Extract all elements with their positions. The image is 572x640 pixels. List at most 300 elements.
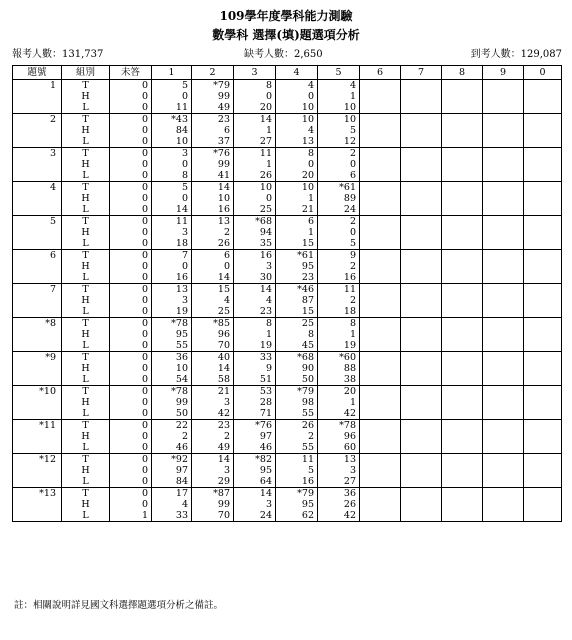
option-cell: 49 — [192, 102, 234, 114]
question-number: 3 — [13, 148, 62, 160]
option-cell: 99 — [192, 499, 234, 510]
option-cell: 11 — [234, 148, 276, 160]
empty-cell — [524, 216, 562, 228]
table-row — [13, 216, 562, 228]
option-cell: 1 — [318, 329, 360, 340]
question-number — [13, 136, 62, 148]
option-cell: 10 — [318, 102, 360, 114]
empty-cell — [401, 476, 442, 488]
option-cell: 8 — [276, 329, 318, 340]
option-cell: *87 — [192, 488, 234, 500]
group-label: L — [62, 442, 110, 454]
col-header: 7 — [401, 66, 442, 80]
table-row — [13, 238, 562, 250]
empty-cell — [360, 431, 401, 442]
question-number: *8 — [13, 318, 62, 330]
option-cell: 84 — [152, 476, 192, 488]
group-label: H — [62, 499, 110, 510]
empty-cell — [401, 420, 442, 432]
empty-cell — [483, 102, 524, 114]
empty-cell — [483, 261, 524, 272]
option-cell: *79 — [192, 80, 234, 92]
option-cell: 16 — [192, 204, 234, 216]
empty-cell — [483, 499, 524, 510]
question-number: 7 — [13, 284, 62, 296]
empty-cell — [360, 397, 401, 408]
unanswered-cell: 0 — [110, 250, 152, 262]
option-cell: 1 — [234, 125, 276, 136]
option-cell: 26 — [192, 238, 234, 250]
table-row — [13, 284, 562, 296]
question-number: 2 — [13, 114, 62, 126]
empty-cell — [360, 114, 401, 126]
option-cell: 53 — [234, 386, 276, 398]
empty-cell — [483, 125, 524, 136]
group-label: T — [62, 216, 110, 228]
empty-cell — [524, 272, 562, 284]
group-label: H — [62, 159, 110, 170]
empty-cell — [524, 488, 562, 500]
option-cell: 19 — [318, 340, 360, 352]
empty-cell — [360, 170, 401, 182]
empty-cell — [483, 386, 524, 398]
option-cell: 2 — [318, 295, 360, 306]
option-cell: *46 — [276, 284, 318, 296]
option-cell: 29 — [192, 476, 234, 488]
empty-cell — [360, 488, 401, 500]
empty-cell — [360, 499, 401, 510]
empty-cell — [524, 204, 562, 216]
empty-cell — [401, 510, 442, 522]
question-number — [13, 227, 62, 238]
group-label: L — [62, 170, 110, 182]
empty-cell — [524, 499, 562, 510]
empty-cell — [442, 363, 483, 374]
unanswered-cell: 0 — [110, 216, 152, 228]
empty-cell — [401, 442, 442, 454]
empty-cell — [401, 204, 442, 216]
option-cell: 25 — [276, 318, 318, 330]
group-label: T — [62, 182, 110, 194]
empty-cell — [360, 295, 401, 306]
empty-cell — [524, 431, 562, 442]
empty-cell — [483, 363, 524, 374]
group-label: H — [62, 465, 110, 476]
empty-cell — [524, 238, 562, 250]
col-header: 6 — [360, 66, 401, 80]
option-cell: *82 — [234, 454, 276, 466]
unanswered-cell: 0 — [110, 431, 152, 442]
empty-cell — [524, 340, 562, 352]
report-subtitle: 數學科 選擇(填)題選項分析 — [212, 28, 360, 42]
option-cell: 14 — [152, 204, 192, 216]
option-cell: 3 — [192, 397, 234, 408]
col-header: 2 — [192, 66, 234, 80]
option-cell: 10 — [234, 182, 276, 194]
question-number — [13, 91, 62, 102]
table-row — [13, 442, 562, 454]
empty-cell — [360, 284, 401, 296]
empty-cell — [442, 80, 483, 92]
empty-cell — [442, 465, 483, 476]
table-row — [13, 91, 562, 102]
table-row — [13, 340, 562, 352]
empty-cell — [524, 295, 562, 306]
unanswered-cell: 0 — [110, 499, 152, 510]
empty-cell — [360, 182, 401, 194]
option-cell: 50 — [276, 374, 318, 386]
option-cell: 14 — [192, 182, 234, 194]
empty-cell — [524, 284, 562, 296]
group-label: H — [62, 397, 110, 408]
question-number: 5 — [13, 216, 62, 228]
table-row — [13, 318, 562, 330]
empty-cell — [360, 159, 401, 170]
option-cell: 0 — [152, 193, 192, 204]
table-row — [13, 193, 562, 204]
option-cell: 26 — [276, 420, 318, 432]
question-number — [13, 397, 62, 408]
empty-cell — [442, 272, 483, 284]
empty-cell — [483, 318, 524, 330]
table-row — [13, 204, 562, 216]
option-cell: 95 — [234, 465, 276, 476]
option-cell: 30 — [234, 272, 276, 284]
col-header: 0 — [524, 66, 562, 80]
group-label: H — [62, 125, 110, 136]
empty-cell — [401, 272, 442, 284]
option-cell: 5 — [152, 80, 192, 92]
option-cell: 23 — [276, 272, 318, 284]
option-cell: 10 — [276, 102, 318, 114]
option-cell: 8 — [234, 80, 276, 92]
option-cell: 95 — [276, 261, 318, 272]
question-number — [13, 340, 62, 352]
group-label: H — [62, 363, 110, 374]
empty-cell — [401, 170, 442, 182]
option-cell: 2 — [318, 216, 360, 228]
table-row — [13, 227, 562, 238]
option-cell: 96 — [318, 431, 360, 442]
question-number — [13, 408, 62, 420]
empty-cell — [360, 442, 401, 454]
option-cell: 12 — [318, 136, 360, 148]
unanswered-cell: 0 — [110, 170, 152, 182]
unanswered-cell: 0 — [110, 193, 152, 204]
empty-cell — [442, 182, 483, 194]
option-cell: 1 — [318, 91, 360, 102]
option-cell: 11 — [318, 284, 360, 296]
unanswered-cell: 0 — [110, 340, 152, 352]
question-number — [13, 499, 62, 510]
empty-cell — [442, 125, 483, 136]
group-label: T — [62, 80, 110, 92]
option-cell: 23 — [192, 114, 234, 126]
empty-cell — [360, 216, 401, 228]
option-cell: 51 — [234, 374, 276, 386]
empty-cell — [401, 295, 442, 306]
option-cell: 2 — [192, 431, 234, 442]
unanswered-cell: 0 — [110, 306, 152, 318]
empty-cell — [401, 284, 442, 296]
empty-cell — [360, 363, 401, 374]
unanswered-cell: 0 — [110, 318, 152, 330]
empty-cell — [483, 170, 524, 182]
col-header: 3 — [234, 66, 276, 80]
empty-cell — [524, 420, 562, 432]
empty-cell — [401, 238, 442, 250]
option-cell: 6 — [276, 216, 318, 228]
question-number: *13 — [13, 488, 62, 500]
empty-cell — [442, 386, 483, 398]
empty-cell — [442, 488, 483, 500]
option-cell: 2 — [192, 227, 234, 238]
option-cell: 24 — [318, 204, 360, 216]
option-cell: 5 — [318, 238, 360, 250]
option-cell: 25 — [234, 204, 276, 216]
empty-cell — [524, 250, 562, 262]
empty-cell — [483, 136, 524, 148]
empty-cell — [524, 261, 562, 272]
option-cell: 16 — [318, 272, 360, 284]
option-cell: 3 — [192, 465, 234, 476]
option-cell: 0 — [234, 193, 276, 204]
option-cell: 22 — [152, 420, 192, 432]
table-row — [13, 306, 562, 318]
group-label: H — [62, 227, 110, 238]
empty-cell — [483, 159, 524, 170]
table-row — [13, 170, 562, 182]
group-label: T — [62, 318, 110, 330]
empty-cell — [483, 431, 524, 442]
option-cell: 11 — [152, 216, 192, 228]
option-cell: 4 — [276, 125, 318, 136]
empty-cell — [442, 238, 483, 250]
option-cell: 5 — [276, 465, 318, 476]
group-label: H — [62, 295, 110, 306]
question-number — [13, 476, 62, 488]
empty-cell — [401, 363, 442, 374]
question-number — [13, 431, 62, 442]
question-number — [13, 272, 62, 284]
option-cell: 6 — [318, 170, 360, 182]
empty-cell — [483, 397, 524, 408]
group-label: T — [62, 488, 110, 500]
option-cell: 0 — [152, 159, 192, 170]
table-row — [13, 182, 562, 194]
option-cell: 3 — [152, 295, 192, 306]
empty-cell — [360, 148, 401, 160]
option-cell: 33 — [234, 352, 276, 364]
empty-cell — [442, 91, 483, 102]
empty-cell — [401, 227, 442, 238]
unanswered-cell: 0 — [110, 114, 152, 126]
table-row — [13, 408, 562, 420]
option-cell: 9 — [234, 363, 276, 374]
option-cell: 70 — [192, 340, 234, 352]
option-cell: 10 — [318, 114, 360, 126]
empty-cell — [442, 397, 483, 408]
option-cell: 0 — [152, 91, 192, 102]
option-cell: 42 — [192, 408, 234, 420]
option-cell: 26 — [234, 170, 276, 182]
empty-cell — [401, 340, 442, 352]
table-row — [13, 352, 562, 364]
col-header: 1 — [152, 66, 192, 80]
option-cell: *79 — [276, 488, 318, 500]
empty-cell — [360, 408, 401, 420]
option-cell: *78 — [318, 420, 360, 432]
unanswered-cell: 0 — [110, 295, 152, 306]
option-cell: 99 — [192, 91, 234, 102]
option-cell: 37 — [192, 136, 234, 148]
col-header: 8 — [442, 66, 483, 80]
unanswered-cell: 0 — [110, 352, 152, 364]
option-cell: 10 — [152, 136, 192, 148]
empty-cell — [483, 465, 524, 476]
table-row — [13, 261, 562, 272]
option-cell: 95 — [276, 499, 318, 510]
option-cell: 55 — [152, 340, 192, 352]
option-cell: 0 — [276, 159, 318, 170]
empty-cell — [483, 91, 524, 102]
empty-cell — [360, 476, 401, 488]
col-header: 4 — [276, 66, 318, 80]
unanswered-cell: 0 — [110, 91, 152, 102]
option-cell: 18 — [318, 306, 360, 318]
option-cell: 36 — [318, 488, 360, 500]
empty-cell — [442, 250, 483, 262]
option-cell: 11 — [276, 454, 318, 466]
empty-cell — [524, 80, 562, 92]
option-cell: 24 — [234, 510, 276, 522]
empty-cell — [524, 465, 562, 476]
option-cell: 4 — [318, 80, 360, 92]
empty-cell — [442, 431, 483, 442]
option-cell: 62 — [276, 510, 318, 522]
table-row — [13, 510, 562, 522]
empty-cell — [360, 250, 401, 262]
option-cell: 99 — [192, 159, 234, 170]
empty-cell — [442, 510, 483, 522]
table-row — [13, 272, 562, 284]
empty-cell — [442, 136, 483, 148]
group-label: L — [62, 374, 110, 386]
group-label: L — [62, 476, 110, 488]
unanswered-cell: 0 — [110, 136, 152, 148]
empty-cell — [483, 420, 524, 432]
empty-cell — [483, 272, 524, 284]
option-cell: 13 — [192, 216, 234, 228]
empty-cell — [524, 408, 562, 420]
table-row — [13, 465, 562, 476]
empty-cell — [442, 408, 483, 420]
empty-cell — [442, 114, 483, 126]
group-label: L — [62, 272, 110, 284]
empty-cell — [360, 510, 401, 522]
option-cell: *68 — [276, 352, 318, 364]
option-cell: 4 — [234, 295, 276, 306]
option-cell: 3 — [234, 261, 276, 272]
table-row — [13, 125, 562, 136]
empty-cell — [442, 454, 483, 466]
empty-cell — [360, 318, 401, 330]
table-row — [13, 250, 562, 262]
option-cell: 95 — [152, 329, 192, 340]
unanswered-cell: 0 — [110, 238, 152, 250]
empty-cell — [483, 250, 524, 262]
group-label: T — [62, 250, 110, 262]
question-number — [13, 329, 62, 340]
empty-cell — [401, 91, 442, 102]
question-number: *11 — [13, 420, 62, 432]
option-cell: 41 — [192, 170, 234, 182]
registered-count: 報考人數：131,737 — [12, 49, 104, 60]
option-cell: 14 — [234, 114, 276, 126]
empty-cell — [401, 80, 442, 92]
group-label: T — [62, 454, 110, 466]
option-cell: 2 — [318, 261, 360, 272]
empty-cell — [401, 352, 442, 364]
empty-cell — [360, 204, 401, 216]
empty-cell — [401, 182, 442, 194]
group-label: H — [62, 329, 110, 340]
empty-cell — [483, 193, 524, 204]
option-cell: 46 — [152, 442, 192, 454]
option-cell: *85 — [192, 318, 234, 330]
empty-cell — [442, 442, 483, 454]
empty-cell — [524, 91, 562, 102]
empty-cell — [442, 148, 483, 160]
question-number — [13, 510, 62, 522]
option-cell: 8 — [276, 148, 318, 160]
question-number: 4 — [13, 182, 62, 194]
empty-cell — [483, 352, 524, 364]
group-label: T — [62, 420, 110, 432]
group-label: H — [62, 193, 110, 204]
option-cell: 14 — [192, 363, 234, 374]
option-cell: 8 — [152, 170, 192, 182]
option-cell: 10 — [192, 193, 234, 204]
empty-cell — [524, 306, 562, 318]
option-cell: 60 — [318, 442, 360, 454]
option-cell: 42 — [318, 408, 360, 420]
table-row — [13, 499, 562, 510]
unanswered-cell: 0 — [110, 125, 152, 136]
empty-cell — [401, 488, 442, 500]
group-label: T — [62, 352, 110, 364]
question-number — [13, 374, 62, 386]
unanswered-cell: 0 — [110, 408, 152, 420]
option-cell: 14 — [234, 284, 276, 296]
unanswered-cell: 0 — [110, 374, 152, 386]
empty-cell — [442, 170, 483, 182]
option-cell: *78 — [152, 318, 192, 330]
empty-cell — [483, 442, 524, 454]
empty-cell — [401, 386, 442, 398]
question-number — [13, 363, 62, 374]
option-cell: 5 — [318, 125, 360, 136]
empty-cell — [360, 125, 401, 136]
option-cell: 16 — [152, 272, 192, 284]
option-cell: 35 — [234, 238, 276, 250]
empty-cell — [483, 476, 524, 488]
option-cell: *60 — [318, 352, 360, 364]
option-cell: 1 — [276, 193, 318, 204]
table-row — [13, 454, 562, 466]
question-number — [13, 125, 62, 136]
table-row — [13, 488, 562, 500]
